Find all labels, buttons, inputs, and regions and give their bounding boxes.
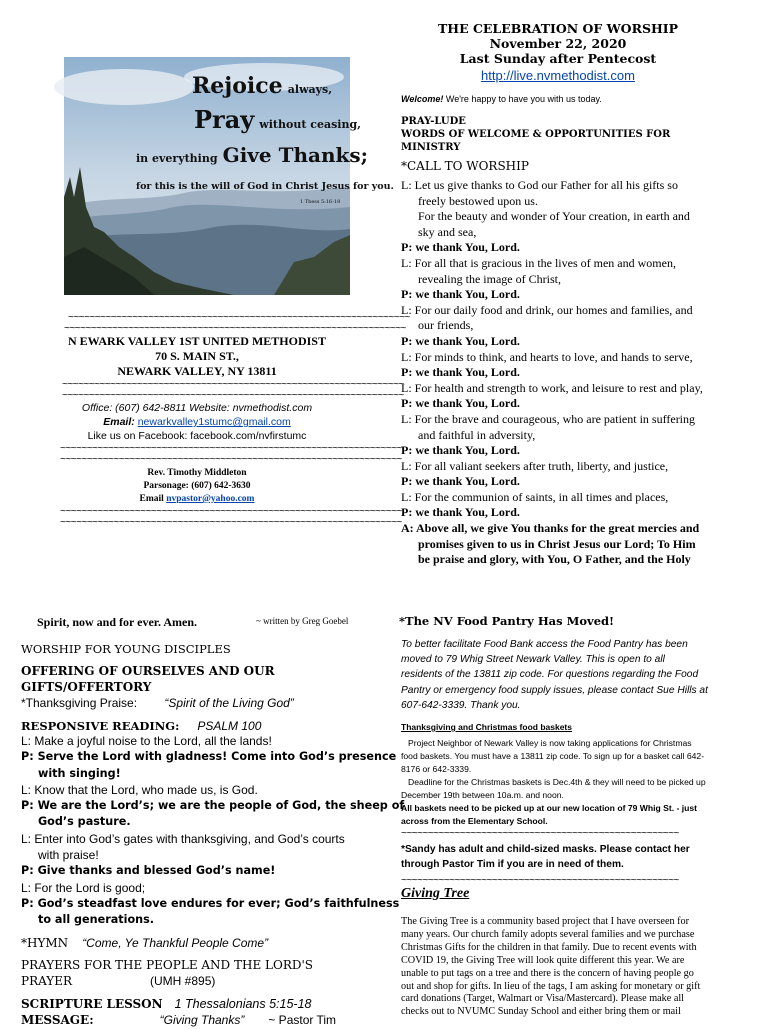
giving-tree-line: checks out to NVUMC Sunday School and either bring them or mail — [401, 1006, 681, 1018]
all-line: A: Above all, we give You thanks for the great mercies and — [401, 521, 700, 536]
prayers-heading — [21, 957, 313, 989]
leader-line: freely bestowed upon us. — [418, 193, 538, 208]
people-line: P: we thank You, Lord. — [401, 443, 520, 458]
baskets-title: Thanksgiving and Christmas food baskets — [401, 722, 572, 732]
all-line: be praise and glory, with You, O Father, and the Holy — [418, 552, 691, 567]
offering-line-1: OFFERING OF OURSELVES AND OUR — [21, 664, 275, 678]
tilde-divider: ~~~~~~~~~~~~~~~~~~~~~~~~~~~~~~~~~~~~~~~~~~~~~~~~~~~~~~~~~~~~~~~~ — [62, 379, 404, 390]
thanksgiving-praise — [21, 696, 294, 710]
prayers-line-2: PRAYER — [21, 974, 73, 988]
tilde-divider: ~~~~~~~~~~~~~~~~~~~~~~~~~~~~~~~~~~~~~~~~~~~~~~~~~~~~ — [401, 875, 679, 886]
page-title: THE CELEBRATION OF WORSHIP — [437, 21, 679, 36]
words-of-welcome-cont: MINISTRY — [401, 142, 461, 153]
hero-reference: 1 Thess 5:16-18 — [300, 199, 341, 205]
masks-line: *Sandy has adult and child-sized masks. Please contact her — [401, 844, 690, 855]
masks-notice — [401, 842, 761, 872]
people-line: P: we thank You, Lord. — [401, 505, 520, 520]
leader-line: L: For the brave and courageous, who are patient in suffering — [401, 411, 696, 426]
offering-line-2: GIFTS/OFFERTORY — [21, 680, 152, 694]
office-website: Office: (607) 642-8811 Website: nvmethodist.com — [81, 402, 313, 414]
leader-line: L: For all valiant seekers after truth, liberty, and justice, — [401, 458, 669, 473]
responsive-label: RESPONSIVE READING: — [21, 719, 180, 733]
welcome-bold: Welcome! — [401, 94, 444, 104]
call-to-worship-heading: *CALL TO WORSHIP — [401, 159, 529, 173]
people-line: P: God’s steadfast love endures for ever; God’s faithfulness — [21, 896, 400, 910]
leader-line: For the beauty and wonder of Your creation, in earth and — [418, 209, 690, 224]
leader-line: and faithful in adversity, — [418, 427, 536, 442]
baskets-line: Deadline for the Christmas baskets is Dec.4th & they will need to be picked up — [408, 777, 706, 787]
giving-tree-body — [401, 916, 766, 1019]
hymn-label: *HYMN — [21, 936, 69, 950]
order-of-worship — [401, 115, 746, 175]
pantry-title: *The NV Food Pantry Has Moved! — [399, 614, 615, 628]
livestream-link[interactable]: http://live.nvmethodist.com — [481, 68, 635, 83]
scripture-label: SCRIPTURE LESSON — [21, 997, 163, 1011]
pantry-line: 607-642-3339. Thank you. — [401, 699, 521, 711]
service-occasion: Last Sunday after Pentecost — [459, 51, 657, 66]
message-label: MESSAGE: — [21, 1013, 94, 1027]
leader-line: our friends, — [418, 318, 474, 333]
leader-line: L: For minds to think, and hearts to love, and hands to serve, — [401, 349, 693, 364]
pastor-email-label: Email — [139, 494, 164, 504]
hero-in-everything: in everything — [136, 152, 218, 165]
psalm-reading — [21, 733, 405, 929]
leader-line: L: Know that the Lord, who made us, is God. — [21, 782, 258, 797]
hero-pray: Pray — [194, 105, 255, 134]
masks-line: through Pastor Tim if you are in need of them. — [401, 859, 624, 870]
baskets-bold-line: across from the Elementary School. — [401, 816, 548, 826]
baskets-line: December 19th between 10a.m. and noon. — [401, 790, 564, 800]
message-by: ~ Pastor Tim — [268, 1013, 337, 1027]
hero-always: always, — [287, 83, 333, 96]
tilde-divider: ~~~~~~~~~~~~~~~~~~~~~~~~~~~~~~~~~~~~~~~~~~~~~~~~~~~~~~~~~~~~~~~~ — [60, 454, 402, 465]
tilde-divider: ~~~~~~~~~~~~~~~~~~~~~~~~~~~~~~~~~~~~~~~~~~~~~~~~~~~~~~~~~~~~~~~~ — [60, 506, 402, 517]
people-line: God’s pasture. — [38, 815, 131, 829]
people-line: P: Give thanks and blessed God’s name! — [21, 864, 276, 878]
all-line: promises given to us in Christ Jesus our Lord; To Him — [418, 536, 696, 551]
praise-label: *Thanksgiving Praise: — [21, 696, 138, 710]
leader-line: L: For our daily food and drink, our homes and families, and — [401, 302, 693, 317]
pastor-email-link[interactable]: nvpastor@yahoo.com — [166, 494, 255, 504]
message-line — [21, 1011, 336, 1029]
praise-song: “Spirit of the Living God” — [164, 696, 294, 710]
tilde-divider: ~~~~~~~~~~~~~~~~~~~~~~~~~~~~~~~~~~~~~~~~~~~~~~~~~~~~~~~~~~~~~~~~ — [60, 517, 402, 528]
bulletin-header — [398, 21, 718, 85]
baskets-body — [401, 737, 761, 828]
giving-tree-line: unable to put tags on a tree and there is the concern of having people go — [401, 967, 694, 979]
pastor-name: Rev. Timothy Middleton — [147, 468, 247, 478]
tilde-divider: ~~~~~~~~~~~~~~~~~~~~~~~~~~~~~~~~~~~~~~~~~~~~~~~~~~~~ — [401, 828, 679, 839]
hero-give-thanks: Give Thanks; — [222, 143, 369, 167]
baskets-line: Project Neighbor of Newark Valley is now taking applications for Christmas — [408, 738, 692, 748]
giving-tree-line: out and shop for gifts. In lieu of the tags, I am asking for monetary or gift — [401, 980, 701, 992]
facebook-line: Like us on Facebook: facebook.com/nvfirstumc — [87, 430, 307, 442]
tilde-divider: ~~~~~~~~~~~~~~~~~~~~~~~~~~~~~~~~~~~~~~~~~~~~~~~~~~~~~~~~~~~~~~~~ — [60, 443, 402, 454]
tilde-divider: ~~~~~~~~~~~~~~~~~~~~~~~~~~~~~~~~~~~~~~~~~~~~~~~~~~~~~~~~~~~~~~~~ — [68, 312, 410, 323]
people-line: P: we thank You, Lord. — [401, 365, 520, 380]
pantry-line: moved to 79 Whig Street Newark Valley. This is open to all — [401, 654, 665, 666]
hero-without-ceasing: without ceasing, — [259, 118, 361, 131]
words-of-welcome: WORDS OF WELCOME & OPPORTUNITIES FOR — [401, 129, 671, 140]
giving-tree-line: Christmas Gifts for the children in that family. Due to recent events with — [401, 941, 697, 953]
pastor-email-line — [58, 493, 336, 506]
prayers-line-1: PRAYERS FOR THE PEOPLE AND THE LORD'S — [21, 958, 314, 972]
people-line: P: we thank You, Lord. — [401, 396, 520, 411]
leader-line: sky and sea, — [418, 224, 477, 239]
pantry-body — [401, 637, 751, 713]
leader-line: L: Let us give thanks to God our Father for all his gifts so — [401, 178, 678, 192]
message-title: “Giving Thanks” — [159, 1013, 245, 1027]
leader-line: L: For health and strength to work, and leisure to rest and play, — [401, 380, 703, 395]
giving-tree-line: many years. Our church family adopts several families and we purchase — [401, 928, 695, 940]
tilde-divider: ~~~~~~~~~~~~~~~~~~~~~~~~~~~~~~~~~~~~~~~~~~~~~~~~~~~~~~~~~~~~~~~~ — [64, 323, 406, 334]
pantry-line: To better facilitate Food Bank access the Food Pantry has been — [401, 639, 688, 650]
leader-line: with praise! — [38, 848, 99, 863]
hymn-song: “Come, Ye Thankful People Come” — [82, 936, 269, 950]
baskets-line: food baskets. You must have a 13811 zip code. To sign up for a basket call 642- — [401, 751, 705, 761]
pantry-line: residents of the 13811 zip code. For questions regarding the Food — [401, 669, 699, 681]
spirit-amen: Spirit, now and for ever. Amen. — [37, 615, 198, 629]
church-city: NEWARK VALLEY, NY 13811 — [117, 364, 277, 378]
hymn-line — [21, 934, 268, 952]
service-date: November 22, 2020 — [489, 36, 627, 51]
baskets-line: 8176 or 642-3339. — [401, 764, 472, 774]
email-label: Email: — [103, 416, 135, 428]
baskets-bold-line: All baskets need to be picked up at our new location of 79 Whig St. - just — [401, 803, 698, 813]
people-line: P: We are the Lord’s; we are the people of God, the sheep of — [21, 799, 405, 813]
leader-line: L: For the communion of saints, in all times and places, — [401, 489, 669, 504]
responsive-ref: PSALM 100 — [197, 719, 262, 733]
offering-heading — [21, 663, 275, 695]
leader-line: revealing the image of Christ, — [418, 271, 561, 286]
parsonage-phone: Parsonage: (607) 642-3630 — [143, 481, 251, 491]
welcome-line — [401, 94, 602, 104]
pantry-line: Pantry or emergency food supply issues, please contact Sue Hills at — [401, 684, 708, 696]
leader-line: L: Enter into God’s gates with thanksgiving, and God’s courts — [21, 831, 345, 846]
church-name: N EWARK VALLEY 1ST UNITED METHODIST — [68, 334, 326, 348]
email-link[interactable]: newarkvalley1stumc@gmail.com — [137, 416, 291, 428]
giving-tree-line: card donations (Target, Walmart or Visa/Mastercard). Please make all — [401, 993, 685, 1005]
call-to-worship-litany — [401, 178, 751, 568]
church-street: 70 S. MAIN ST., — [155, 349, 239, 363]
hero-rejoice: Rejoice — [192, 73, 283, 99]
young-disciples: WORSHIP FOR YOUNG DISCIPLES — [21, 642, 231, 656]
people-line: with singing! — [38, 766, 121, 780]
church-info — [58, 312, 410, 528]
leader-line: L: For all that is gracious in the lives of men and women, — [401, 255, 676, 270]
people-line: P: we thank You, Lord. — [401, 287, 520, 302]
prelude: PRAY-LUDE — [401, 116, 466, 127]
spirit-amen-line — [37, 613, 197, 631]
scripture-ref: 1 Thessalonians 5:15-18 — [174, 997, 312, 1011]
people-line: P: we thank You, Lord. — [401, 474, 520, 489]
hero-verse: for this is the will of God in Christ Jesus for you. — [136, 181, 394, 192]
litany-credit: ~ written by Greg Goebel — [256, 616, 349, 626]
people-line: P: Serve the Lord with gladness! Come into God’s presence — [21, 750, 397, 764]
giving-tree-line: COVID 19, the Giving Tree will look quite different this year. We are — [401, 954, 685, 966]
giving-tree-title: Giving Tree — [401, 886, 470, 901]
hero-image — [64, 57, 394, 295]
people-line: P: we thank You, Lord. — [401, 240, 520, 255]
tilde-divider: ~~~~~~~~~~~~~~~~~~~~~~~~~~~~~~~~~~~~~~~~~~~~~~~~~~~~~~~~~~~~~~~~ — [62, 390, 404, 401]
welcome-text: We're happy to have you with us today. — [443, 94, 602, 104]
leader-line: L: Make a joyful noise to the Lord, all the lands! — [21, 734, 272, 748]
people-line: to all generations. — [38, 913, 154, 927]
leader-line: L: For the Lord is good; — [21, 880, 146, 895]
giving-tree-line: The Giving Tree is a community based project that I have overseen for — [401, 916, 690, 927]
people-line: P: we thank You, Lord. — [401, 333, 520, 348]
prayers-ref: (UMH #895) — [150, 974, 216, 988]
email-line — [58, 415, 336, 429]
